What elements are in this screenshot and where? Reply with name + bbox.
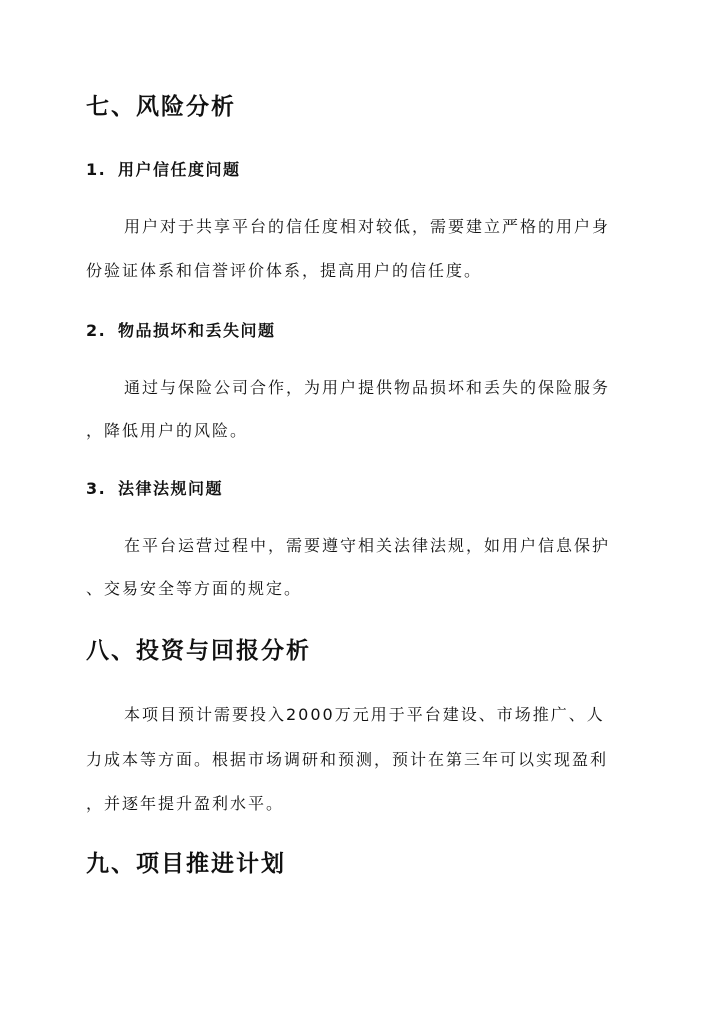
paragraph-line: 份验证体系和信誉评价体系，提高用户的信任度。 [86, 261, 483, 280]
subheading-laws-regulations [86, 476, 223, 499]
paragraph-line: 在平台运营过程中，需要遵守相关法律法规，如用户信息保护 [124, 536, 611, 555]
paragraph-line: 用户对于共享平台的信任度相对较低，需要建立严格的用户身 [124, 217, 611, 236]
subheading-number: 1. [86, 160, 107, 179]
paragraph-line: 力成本等方面。根据市场调研和预测，预计在第三年可以实现盈利 [86, 750, 609, 769]
subheading-title: 物品损坏和丢失问题 [118, 321, 276, 340]
paragraph-line: ，并逐年提升盈利水平。 [86, 794, 285, 813]
section-heading-project-plan: 九、项目推进计划 [86, 851, 286, 877]
section-heading-risk-analysis: 七、风险分析 [86, 94, 236, 120]
subheading-title: 法律法规问题 [118, 479, 224, 498]
section-heading-investment-return: 八、投资与回报分析 [86, 638, 311, 664]
paragraph-line: 本项目预计需要投入2000万元用于平台建设、市场推广、人 [124, 705, 605, 724]
subheading-number: 2. [86, 321, 107, 340]
subheading-number: 3. [86, 479, 107, 498]
subheading-user-trust [86, 157, 241, 180]
paragraph-line: 通过与保险公司合作，为用户提供物品损坏和丢失的保险服务 [124, 378, 611, 397]
paragraph-line: 、交易安全等方面的规定。 [86, 579, 303, 598]
paragraph-line: ，降低用户的风险。 [86, 421, 249, 440]
subheading-title: 用户信任度问题 [118, 160, 241, 179]
subheading-item-damage-loss [86, 318, 276, 341]
